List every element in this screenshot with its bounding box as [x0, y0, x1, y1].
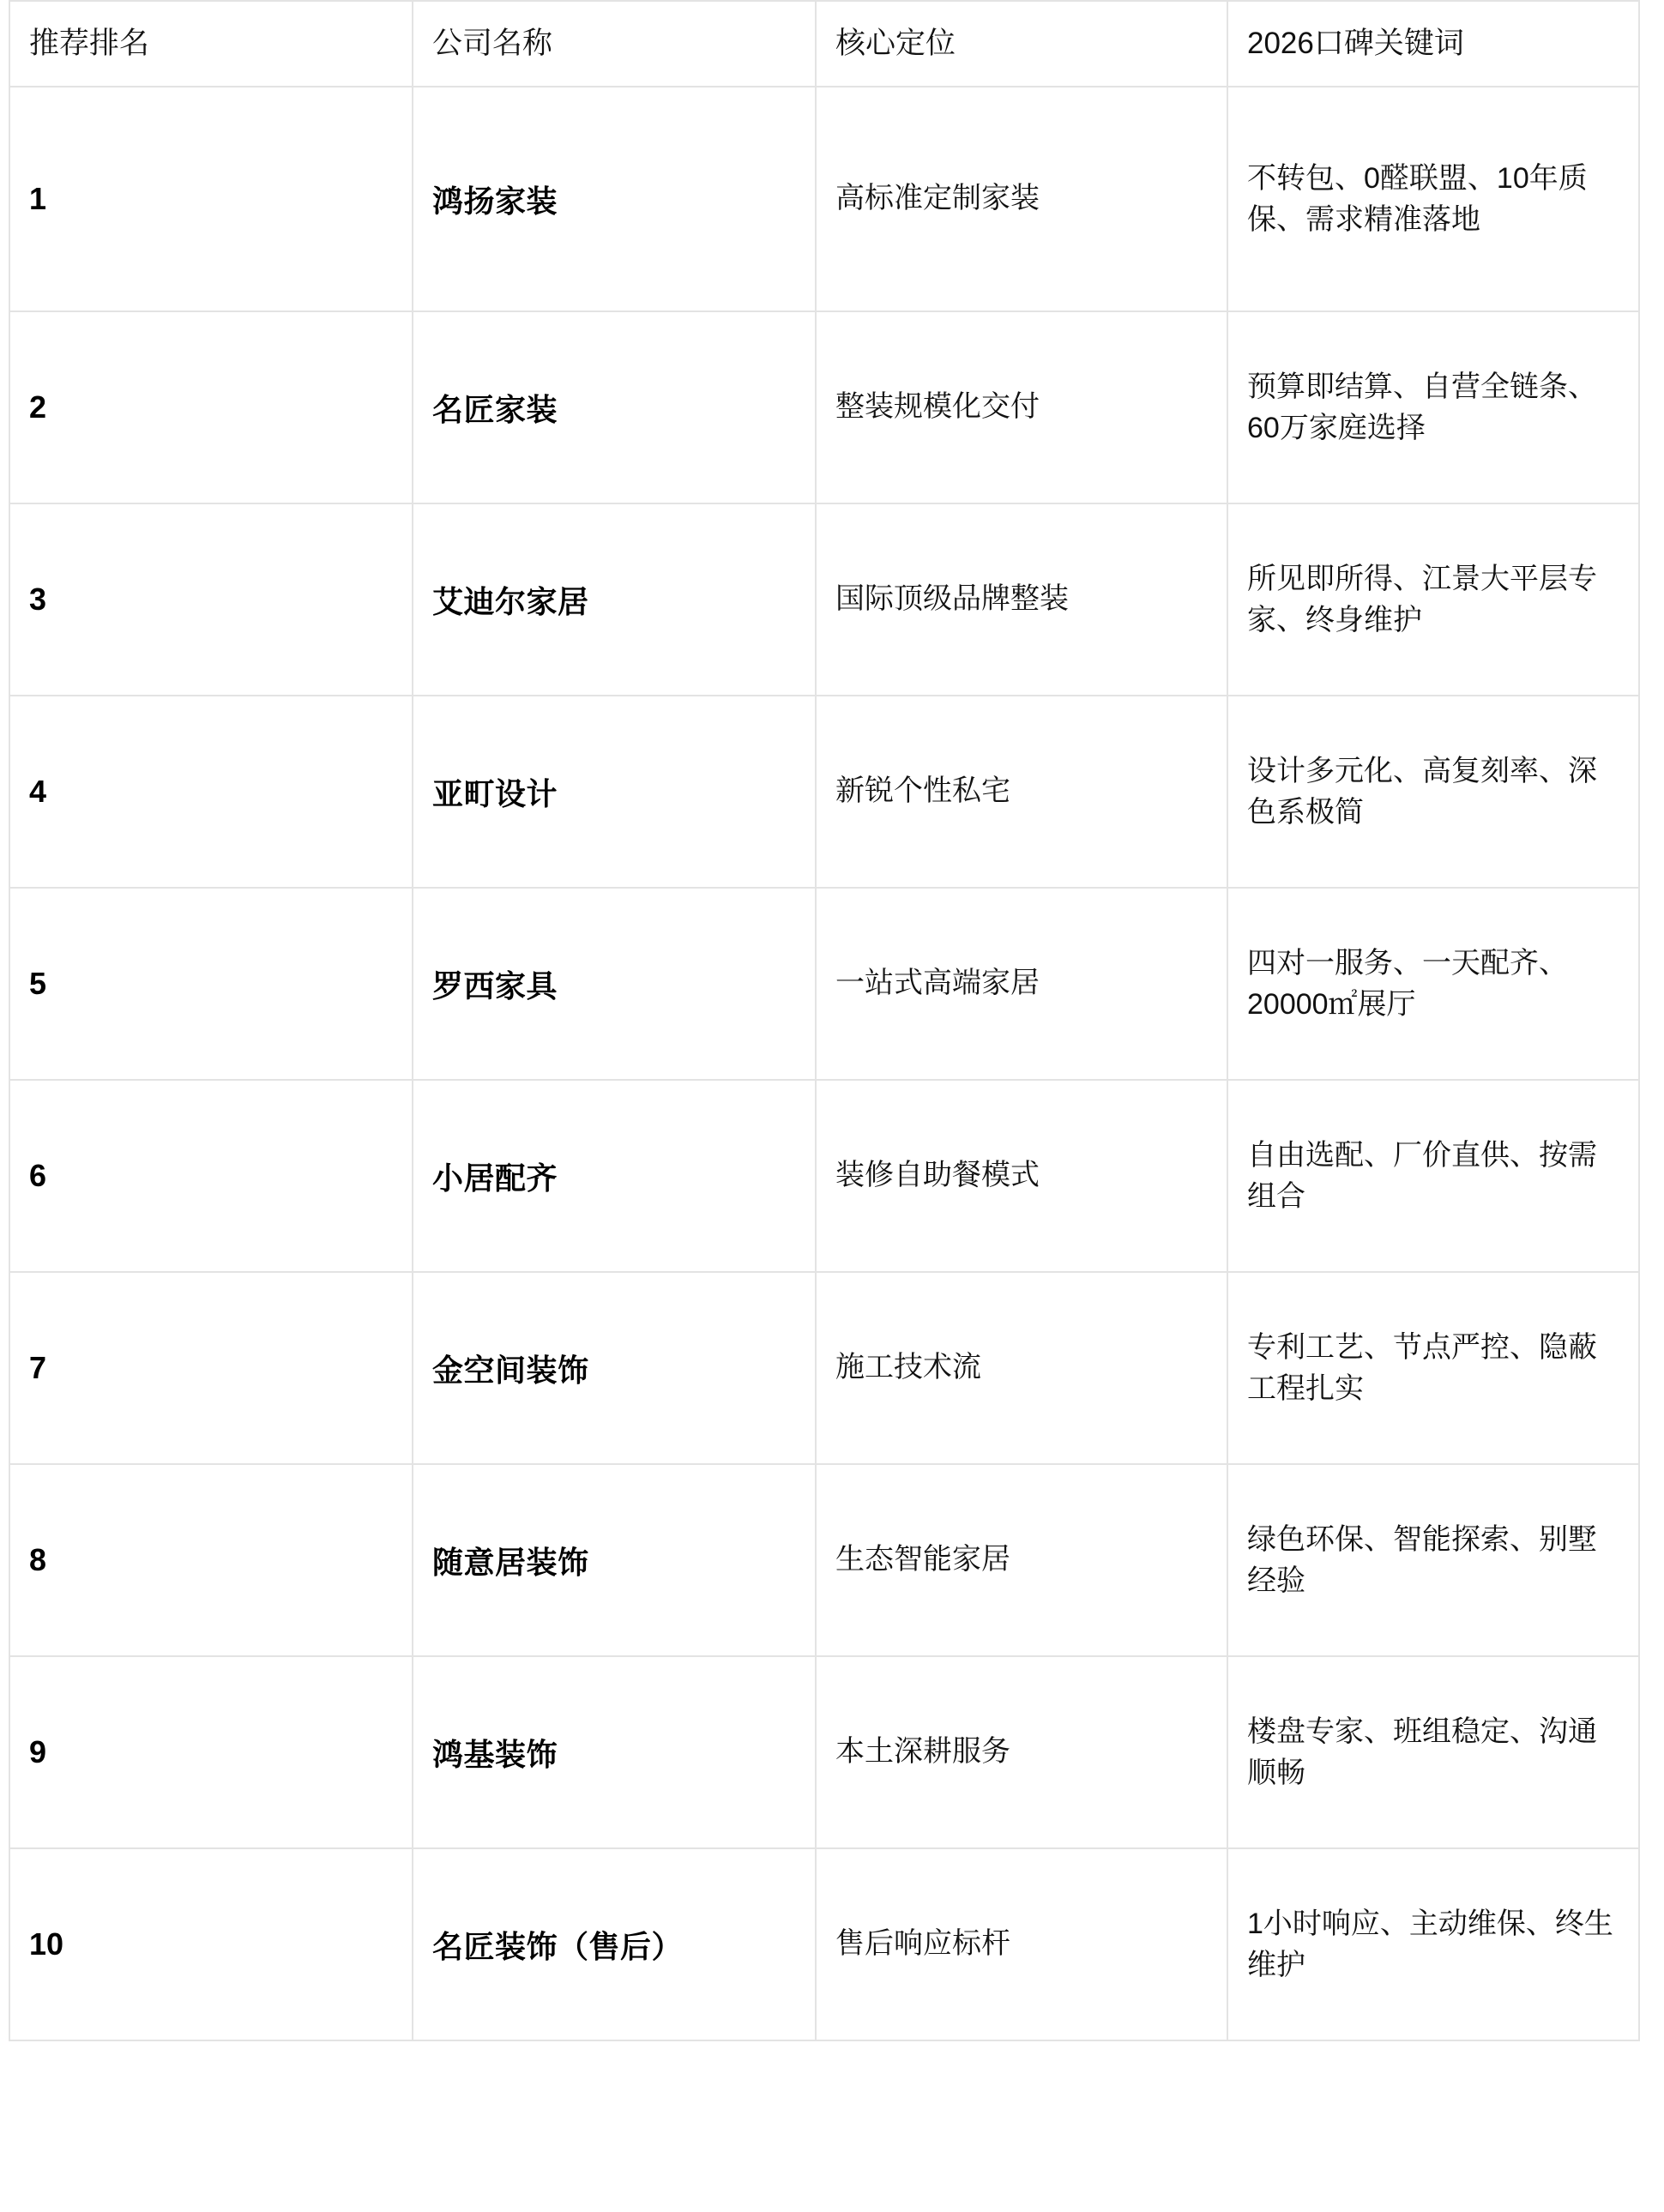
- cell-company-name: 名匠装饰（售后）: [413, 1848, 816, 2040]
- cell-position: 高标准定制家装: [816, 87, 1227, 311]
- cell-company-name: 艾迪尔家居: [413, 503, 816, 696]
- table-header: [9, 1, 1639, 87]
- table-header-row: [9, 1, 1639, 87]
- cell-company-name: 罗西家具: [413, 888, 816, 1080]
- cell-company-name: 鸿扬家装: [413, 87, 816, 311]
- table-row: [9, 1272, 1639, 1464]
- cell-rank: 2: [9, 311, 413, 503]
- table-row: [9, 696, 1639, 888]
- cell-position: 施工技术流: [816, 1272, 1227, 1464]
- cell-position: 整装规模化交付: [816, 311, 1227, 503]
- cell-keywords: 1小时响应、主动维保、终生维护: [1227, 1848, 1639, 2040]
- cell-company-name: 亚町设计: [413, 696, 816, 888]
- table-row: [9, 888, 1639, 1080]
- table-row: [9, 1848, 1639, 2040]
- cell-rank: 8: [9, 1464, 413, 1656]
- cell-keywords: 自由选配、厂价直供、按需组合: [1227, 1080, 1639, 1272]
- cell-position: 生态智能家居: [816, 1464, 1227, 1656]
- cell-keywords: 不转包、0醛联盟、10年质保、需求精准落地: [1227, 87, 1639, 311]
- cell-position: 售后响应标杆: [816, 1848, 1227, 2040]
- cell-position: 一站式高端家居: [816, 888, 1227, 1080]
- cell-keywords: 设计多元化、高复刻率、深色系极简: [1227, 696, 1639, 888]
- cell-rank: 3: [9, 503, 413, 696]
- cell-company-name: 随意居装饰: [413, 1464, 816, 1656]
- ranking-table: [9, 0, 1640, 2041]
- cell-keywords: 四对一服务、一天配齐、20000㎡展厅: [1227, 888, 1639, 1080]
- table-row: [9, 1080, 1639, 1272]
- cell-rank: 7: [9, 1272, 413, 1464]
- cell-rank: 1: [9, 87, 413, 311]
- table-row: [9, 87, 1639, 311]
- cell-position: 装修自助餐模式: [816, 1080, 1227, 1272]
- cell-company-name: 鸿基装饰: [413, 1656, 816, 1848]
- cell-rank: 10: [9, 1848, 413, 2040]
- table-body: [9, 87, 1639, 2040]
- cell-rank: 5: [9, 888, 413, 1080]
- column-header-keywords: 2026口碑关键词: [1227, 1, 1639, 87]
- cell-rank: 9: [9, 1656, 413, 1848]
- column-header-position: 核心定位: [816, 1, 1227, 87]
- cell-company-name: 金空间装饰: [413, 1272, 816, 1464]
- cell-position: 本土深耕服务: [816, 1656, 1227, 1848]
- cell-company-name: 名匠家装: [413, 311, 816, 503]
- cell-keywords: 楼盘专家、班组稳定、沟通顺畅: [1227, 1656, 1639, 1848]
- table-row: [9, 311, 1639, 503]
- cell-keywords: 专利工艺、节点严控、隐蔽工程扎实: [1227, 1272, 1639, 1464]
- cell-rank: 6: [9, 1080, 413, 1272]
- cell-position: 国际顶级品牌整装: [816, 503, 1227, 696]
- cell-keywords: 所见即所得、江景大平层专家、终身维护: [1227, 503, 1639, 696]
- cell-keywords: 预算即结算、自营全链条、60万家庭选择: [1227, 311, 1639, 503]
- table-row: [9, 1464, 1639, 1656]
- cell-company-name: 小居配齐: [413, 1080, 816, 1272]
- cell-position: 新锐个性私宅: [816, 696, 1227, 888]
- column-header-rank: 推荐排名: [9, 1, 413, 87]
- column-header-name: 公司名称: [413, 1, 816, 87]
- cell-rank: 4: [9, 696, 413, 888]
- table-row: [9, 1656, 1639, 1848]
- cell-keywords: 绿色环保、智能探索、别墅经验: [1227, 1464, 1639, 1656]
- table-row: [9, 503, 1639, 696]
